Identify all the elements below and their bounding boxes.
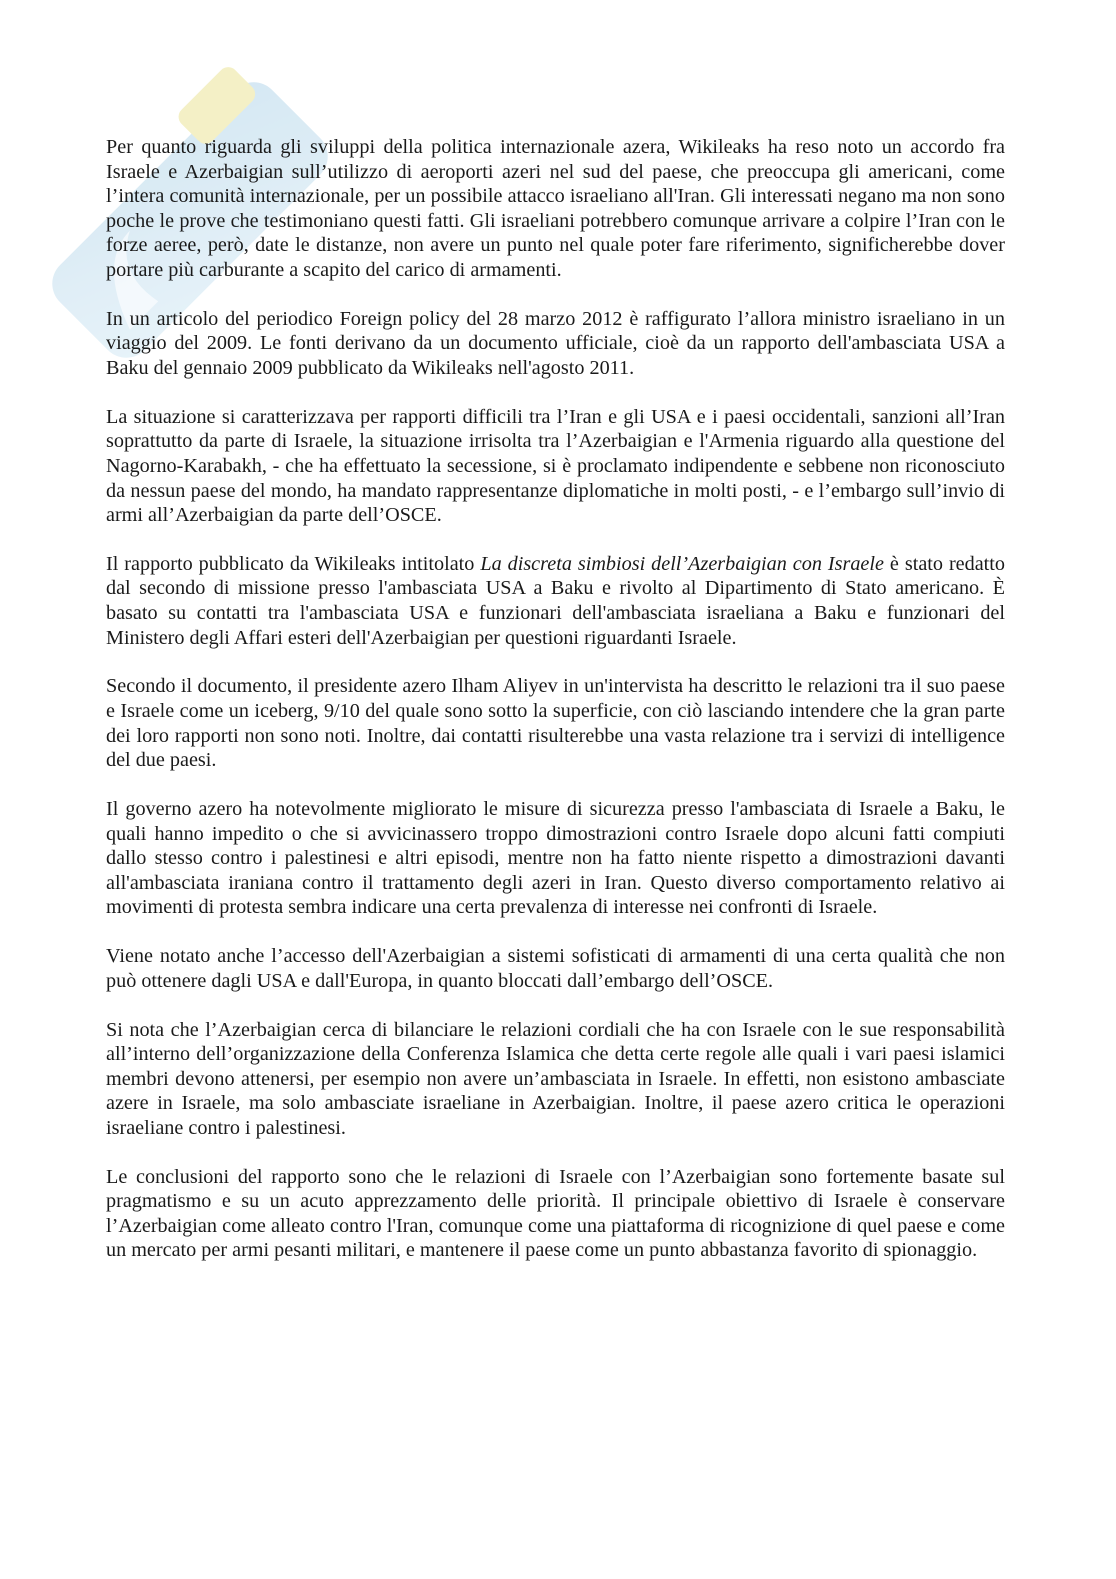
paragraph-text-before-title: Il rapporto pubblicato da Wikileaks intitolato	[106, 552, 481, 575]
report-title: La discreta simbiosi dell’Azerbaigian con Israele	[480, 552, 884, 575]
paragraph: La situazione si caratterizzava per rapporti difficili tra l’Iran e gli USA e i paesi occidentali, sanzioni all’Iran soprattutto da parte di Israele, la situazione irrisolta tra l’Azerbaigian e l'Armenia riguardo alla questione del Nagorno-Karabakh, - che ha effettuato la secessione, si è proclamato indipendente e sebbene non riconosciuto da nessun paese del mondo, ha mandato rappresentanze diplomatiche in molti posti, - e l’embargo sull’invio di armi all’Azerbaigian da parte dell’OSCE.	[106, 405, 1005, 527]
document-body	[106, 135, 1005, 1287]
paragraph: Si nota che l’Azerbaigian cerca di bilanciare le relazioni cordiali che ha con Israele con le sue responsabilità all’interno dell’organizzazione della Conferenza Islamica che detta certe regole alle quali i vari paesi islamici membri devono attenersi, per esempio non avere un’ambasciata in Israele. In effetti, non esistono ambasciate azere in Israele, ma solo ambasciate israeliane in Azerbaigian. Inoltre, il paese azero critica le operazioni israeliane contro i palestinesi.	[106, 1018, 1005, 1139]
paragraph: Per quanto riguarda gli sviluppi della politica internazionale azera, Wikileaks ha reso noto un accordo fra Israele e Azerbaigian sull’utilizzo di aeroporti azeri nel sud del paese, che preoccupa gli americani, come l’intera comunità internazionale, per un possibile attacco israeliano all'Iran. Gli interessati negano ma non sono poche le prove che testimoniano questi fatti. Gli israeliani potrebbero comunque arrivare a colpire l’Iran con le forze aeree, però, date le distanze, non avere un punto nel quale poter fare riferimento, significherebbe dover portare più carburante a scapito del carico di armamenti.	[106, 136, 1005, 281]
paragraph: Le conclusioni del rapporto sono che le relazioni di Israele con l’Azerbaigian sono fortemente basate sul pragmatismo e su un acuto apprezzamento delle priorità. Il principale obiettivo di Israele è conservare l’Azerbaigian come alleato contro l'Iran, comunque come una piattaforma di ricognizione di quel paese e come un mercato per armi pesanti militari, e mantenere il paese come un punto abbastanza favorito di spionaggio.	[106, 1165, 1005, 1262]
paragraph: In un articolo del periodico Foreign policy del 28 marzo 2012 è raffigurato l’allora ministro israeliano in un viaggio del 2009. Le fonti derivano da un documento ufficiale, cioè da un rapporto dell'ambasciata USA a Baku del gennaio 2009 pubblicato da Wikileaks nell'agosto 2011.	[106, 307, 1005, 379]
paragraph-text-after-title: è stato redatto dal secondo di missione presso l'ambasciata USA a Baku e rivolto al Dipartimento di Stato americano. È basato su contatti tra l'ambasciata USA e funzionari dell'ambasciata israeliana a Baku e funzionari del Ministero degli Affari esteri dell'Azerbaigian per questioni riguardanti Israele.	[106, 552, 1005, 649]
paragraph: Secondo il documento, il presidente azero Ilham Aliyev in un'intervista ha descritto le relazioni tra il suo paese e Israele come un iceberg, 9/10 del quale sono sotto la superficie, con ciò lasciando intendere che la gran parte dei loro rapporti non sono noti. Inoltre, dai contatti risulterebbe una vasta relazione tra i servizi di intelligence del due paesi.	[106, 675, 1005, 772]
paragraph: Viene notato anche l’accesso dell'Azerbaigian a sistemi sofisticati di armamenti di una certa qualità che non può ottenere dagli USA e dall'Europa, in quanto bloccati dall’embargo dell’OSCE.	[106, 945, 1005, 992]
paragraph: Il governo azero ha notevolmente migliorato le misure di sicurezza presso l'ambasciata di Israele a Baku, le quali hanno impedito o che si avvicinassero troppo dimostrazioni contro Israele dopo alcuni fatti compiuti dallo stesso contro i palestinesi e altri episodi, mentre non ha fatto niente rispetto a dimostrazioni davanti all'ambasciata iraniana contro il trattamento degli azeri in Iran. Questo diverso comportamento relativo ai movimenti di protesta sembra indicare una certa prevalenza di interesse nei confronti di Israele.	[106, 798, 1005, 919]
paragraph	[106, 552, 1005, 650]
